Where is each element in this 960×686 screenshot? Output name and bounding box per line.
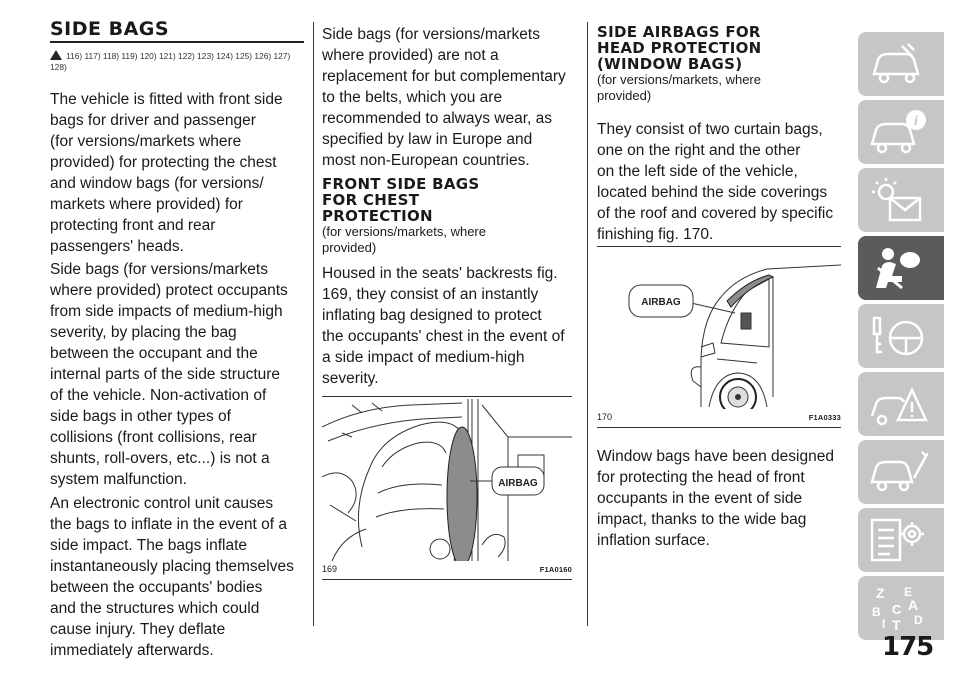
text-line: collisions (front collisions, rear (50, 429, 257, 446)
text-line: An electronic control unit causes (50, 495, 274, 512)
warning-triangle-icon (50, 50, 62, 60)
text-line: internal parts of the side structure (50, 366, 281, 383)
text-line: The vehicle is fitted with front side (50, 91, 283, 108)
figure-169 (322, 396, 572, 580)
figure-number: 170 (597, 412, 613, 422)
heading-rule (50, 41, 304, 43)
alphabetical-index-icon (868, 584, 928, 632)
text-line: between the occupants' bodies (50, 579, 263, 596)
text-line: on the left side of the vehicle, (597, 163, 798, 180)
airbag-label: AIRBAG (641, 297, 681, 308)
index-letter: I (882, 617, 886, 631)
text-line: cause injury. They deflate (50, 621, 226, 638)
text-line: one on the right and the other (597, 142, 801, 159)
index-letter: E (904, 585, 913, 599)
text-line: Housed in the seats' backrests fig. (322, 265, 558, 282)
paragraph-housed (322, 263, 565, 389)
car-dashboard-icon (868, 40, 928, 88)
text-line: immediately afterwards. (50, 642, 214, 659)
page-number: 175 (882, 632, 934, 662)
warning-lights-message-icon (868, 176, 928, 224)
paragraph-protection (50, 259, 288, 490)
text-line: replacement for but complementary (322, 68, 566, 85)
text-line: impact, thanks to the wide bag (597, 511, 807, 528)
text-line: bags for driver and passenger (50, 112, 256, 129)
airbag-label-box (629, 285, 735, 317)
car-wrench-icon (868, 448, 928, 496)
seat-airbag-illustration (322, 397, 572, 561)
text-line: (for versions/markets where (50, 133, 242, 150)
text-line: markets where provided) for (50, 196, 243, 213)
airbag-label-box (470, 467, 544, 495)
text-line: They consist of two curtain bags, (597, 121, 823, 138)
text-line: instantaneously placing themselves (50, 558, 294, 575)
text-line: inflation surface. (597, 532, 710, 549)
specifications-gear-icon (868, 516, 928, 564)
tab-emergency[interactable] (858, 372, 944, 436)
index-letter: C (892, 602, 902, 617)
section-window-bags (597, 24, 761, 104)
text-line: and the structures which could (50, 600, 260, 617)
text-line: side impact. The bags inflate (50, 537, 248, 554)
tab-warning-lights[interactable] (858, 168, 944, 232)
section-heading-front-side-bags: FRONT SIDE BAGS FOR CHEST PROTECTION (322, 175, 480, 225)
text-line: recommended to always wear, as (322, 110, 553, 127)
tab-info[interactable] (858, 100, 944, 164)
text-line: specified by law in Europe and (322, 131, 533, 148)
text-line: finishing fig. 170. (597, 226, 714, 243)
index-letter: B (872, 605, 881, 619)
tab-index[interactable] (858, 576, 944, 640)
text-line: where provided) protect occupants (50, 282, 288, 299)
column-divider (313, 22, 314, 626)
text-line: most non-European countries. (322, 152, 530, 169)
warning-references (50, 50, 304, 73)
text-line: of the vehicle. Non-activation of (50, 387, 267, 404)
tab-dashboard[interactable] (858, 32, 944, 96)
window-airbag-shape (727, 275, 773, 307)
text-line: provided) for protecting the chest (50, 154, 277, 171)
section-heading-side-bags: SIDE BAGS (50, 18, 170, 40)
reference-numbers: 116) 117) 118) 119) 120) 121) 122) 123) 124) 125) 126) 127) 128) (50, 51, 291, 72)
text-line: shunts, roll-overs, etc...) is not a (50, 450, 270, 467)
figure-170 (597, 246, 841, 428)
svg-text:i: i (914, 114, 918, 129)
text-line: protecting front and rear (50, 217, 216, 234)
paragraph-curtain-bags (597, 119, 833, 245)
section-subheading: (for versions/markets, where provided) (597, 72, 761, 103)
text-line: from side impacts of medium-high (50, 303, 283, 320)
steering-wheel-key-icon (868, 312, 928, 360)
text-line: Side bags (for versions/markets (50, 261, 268, 278)
index-letter: A (908, 597, 919, 613)
index-letter: D (914, 613, 923, 627)
figure-number: 169 (322, 564, 338, 574)
text-line: the bags to inflate in the event of a (50, 516, 287, 533)
seat-airbag-safety-icon (868, 244, 928, 292)
text-line: system malfunction. (50, 471, 187, 488)
text-line: between the occupant and the (50, 345, 258, 362)
text-line: inflating bag designed to protect (322, 307, 542, 324)
text-line: Side bags (for versions/markets (322, 26, 540, 43)
section-front-side-bags (322, 176, 486, 256)
tab-starting-driving[interactable] (858, 304, 944, 368)
text-line: occupants in the event of side (597, 490, 803, 507)
text-line: severity, by placing the bag (50, 324, 237, 341)
text-line: and window bags (for versions/ (50, 175, 264, 192)
figure-code: F1A0333 (808, 413, 841, 422)
text-line: to the belts, which you are (322, 89, 503, 106)
paragraph-window-bags-design (597, 446, 834, 551)
tab-technical-specs[interactable] (858, 508, 944, 572)
text-line: side bags in other types of (50, 408, 231, 425)
column-divider (587, 22, 588, 626)
tab-safety[interactable] (858, 236, 944, 300)
airbag-label: AIRBAG (498, 478, 538, 489)
text-line: of the roof and covered by specific (597, 205, 834, 222)
text-line: for protecting the head of front (597, 469, 805, 486)
text-line: 169, they consist of an instantly (322, 286, 539, 303)
section-heading-window-bags: SIDE AIRBAGS FOR HEAD PROTECTION (WINDOW BAGS) (597, 23, 762, 73)
index-letter: T (892, 617, 901, 632)
text-line: the occupants' chest in the event of (322, 328, 565, 345)
tab-maintenance[interactable] (858, 440, 944, 504)
paragraph-intro (50, 89, 283, 257)
car-warning-triangle-icon (868, 380, 928, 428)
airbag-shape (447, 427, 477, 561)
text-line: Window bags have been designed (597, 448, 834, 465)
text-line: a side impact of medium-high (322, 349, 525, 366)
text-line: passengers' heads. (50, 238, 184, 255)
paragraph-control-unit (50, 493, 294, 661)
text-line: located behind the side coverings (597, 184, 828, 201)
van-window-airbag-illustration (597, 247, 841, 409)
index-letter: Z (876, 585, 885, 601)
figure-code: F1A0160 (539, 565, 572, 574)
car-info-icon (868, 108, 928, 156)
text-line: where provided) are not a (322, 47, 499, 64)
section-subheading: (for versions/markets, where provided) (322, 224, 486, 255)
text-line: severity. (322, 370, 379, 387)
paragraph-complementary (322, 24, 566, 171)
